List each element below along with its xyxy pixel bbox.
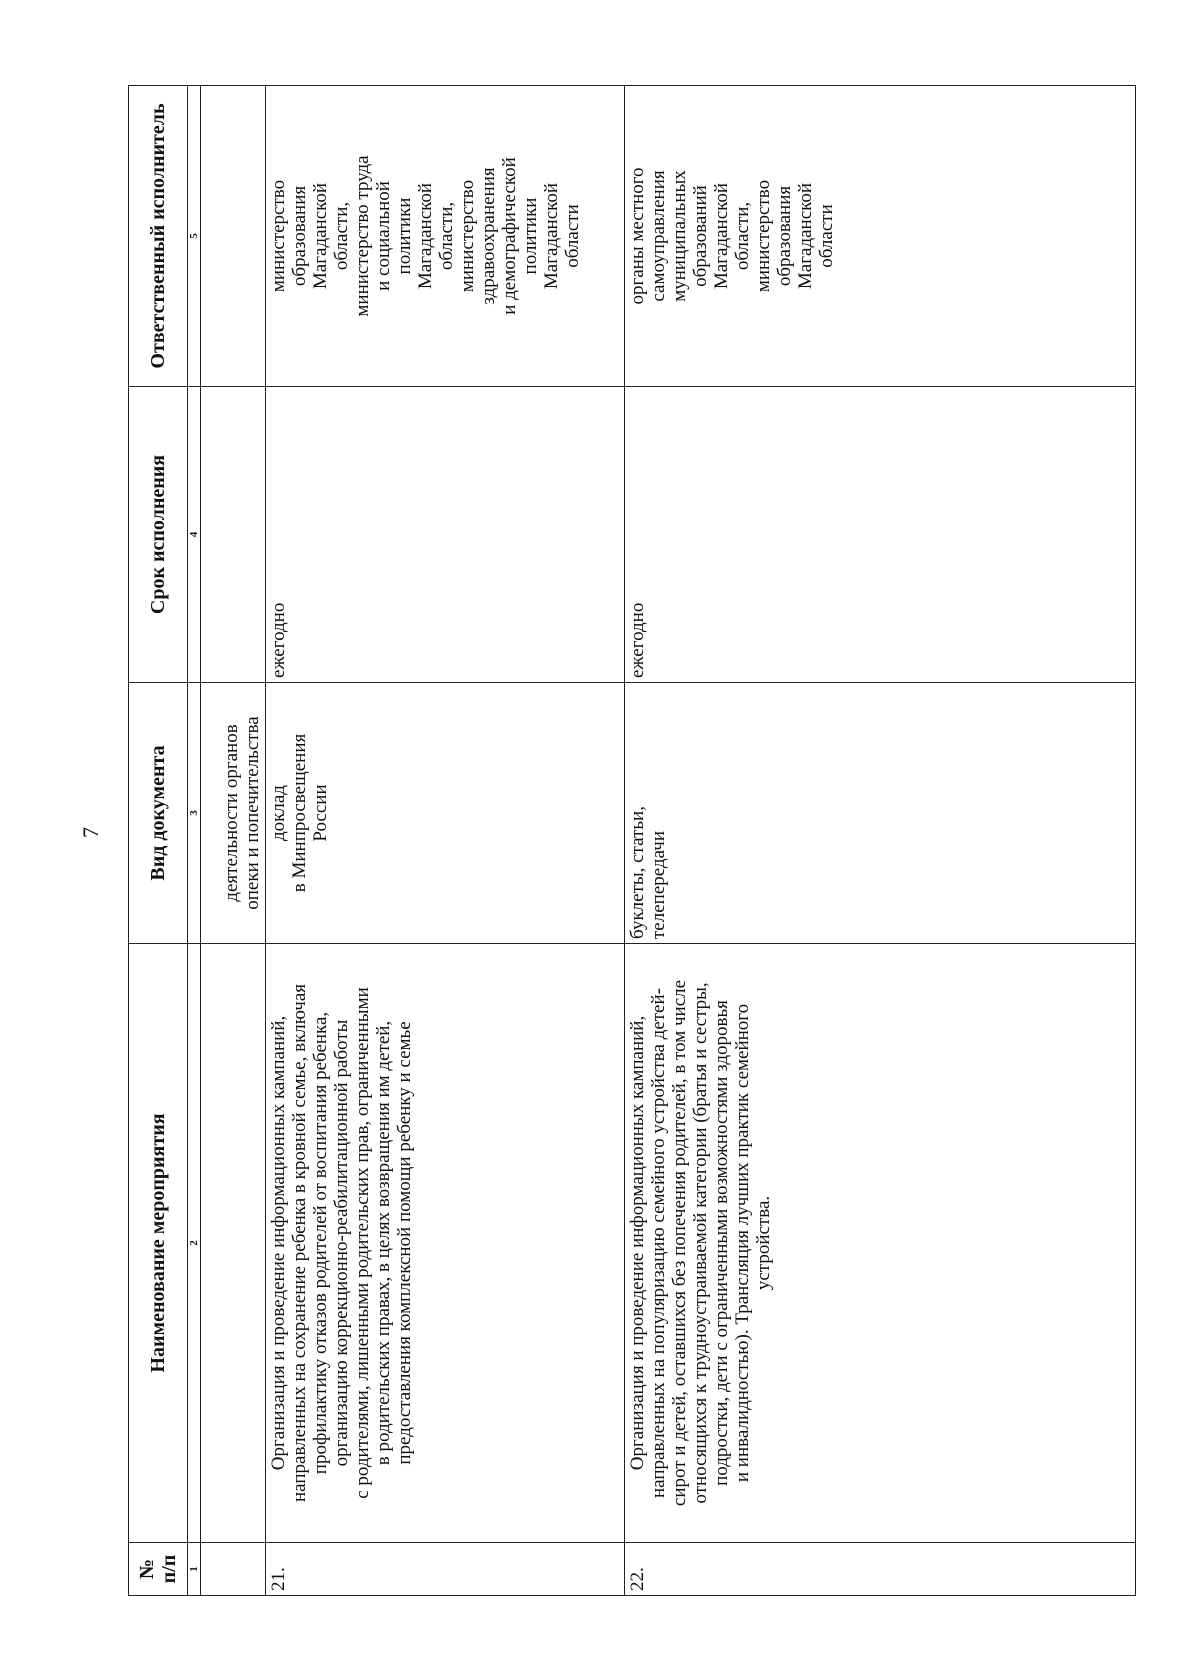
continuation-row: [201, 86, 266, 1596]
deadline: ежегодно: [625, 387, 1136, 683]
column-number: 2: [188, 944, 201, 1543]
header-num: № п/п: [129, 1543, 188, 1596]
doc-type: буклеты, статьи, телепередачи: [625, 683, 1136, 944]
responsible: органы местного самоуправления муниципальных образований Магаданской области, министерство образования Магаданской области: [625, 86, 1136, 387]
column-number: 5: [188, 86, 201, 387]
row-number: 21.: [266, 1543, 625, 1596]
table-header-row: [129, 86, 188, 1596]
activity-name: Организация и проведение информационных кампаний, направленных на сохранение ребенка в кровной семье, включая профилактику отказов родителей от воспитания ребенка, организацию коррекционно-реабилитационной работы с родителями, лишенными родительских прав, ограниченными в родительских правах, в целях возвращения им детей, предоставления комплексной помощи ребенку и семье: [266, 944, 625, 1543]
doc-type: доклад в Минпросвещения России: [266, 683, 625, 944]
activities-table: [128, 85, 1136, 1596]
header-doc-type: Вид документа: [129, 683, 188, 944]
column-number: 1: [188, 1543, 201, 1596]
column-number: 3: [188, 683, 201, 944]
deadline: ежегодно: [266, 387, 625, 683]
rotated-table-wrapper: [128, 86, 1131, 1596]
continuation-num: [201, 1543, 266, 1596]
column-number: 4: [188, 387, 201, 683]
header-name: Наименование мероприятия: [129, 944, 188, 1543]
continuation-responsible: [201, 86, 266, 387]
header-deadline: Срок исполнения: [129, 387, 188, 683]
table-row: [266, 86, 625, 1596]
activity-name: Организация и проведение информационных кампаний, направленных на популяризацию семейного устройства детей- сирот и детей, оставшихся без попечения родителей, в том числе относящихся к трудноустраиваемой категории (братья и сестры, подростки, дети с ограниченными возможностями здоровья и инвалидностью). Трансляция лучших практик семейного устройства.: [625, 944, 1136, 1543]
continuation-name: [201, 944, 266, 1543]
continuation-deadline: [201, 387, 266, 683]
column-number-row: [188, 86, 201, 1596]
header-responsible: Ответственный исполнитель: [129, 86, 188, 387]
responsible: министерство образования Магаданской области, министерство труда и социальной политики Магаданской области, министерство здравоохранения и демографической политики Магаданской области: [266, 86, 625, 387]
page-number: 7: [78, 827, 103, 838]
table-row: [625, 86, 1136, 1596]
row-number: 22.: [625, 1543, 1136, 1596]
continuation-doc-type: деятельности органов опеки и попечительства: [201, 683, 266, 944]
